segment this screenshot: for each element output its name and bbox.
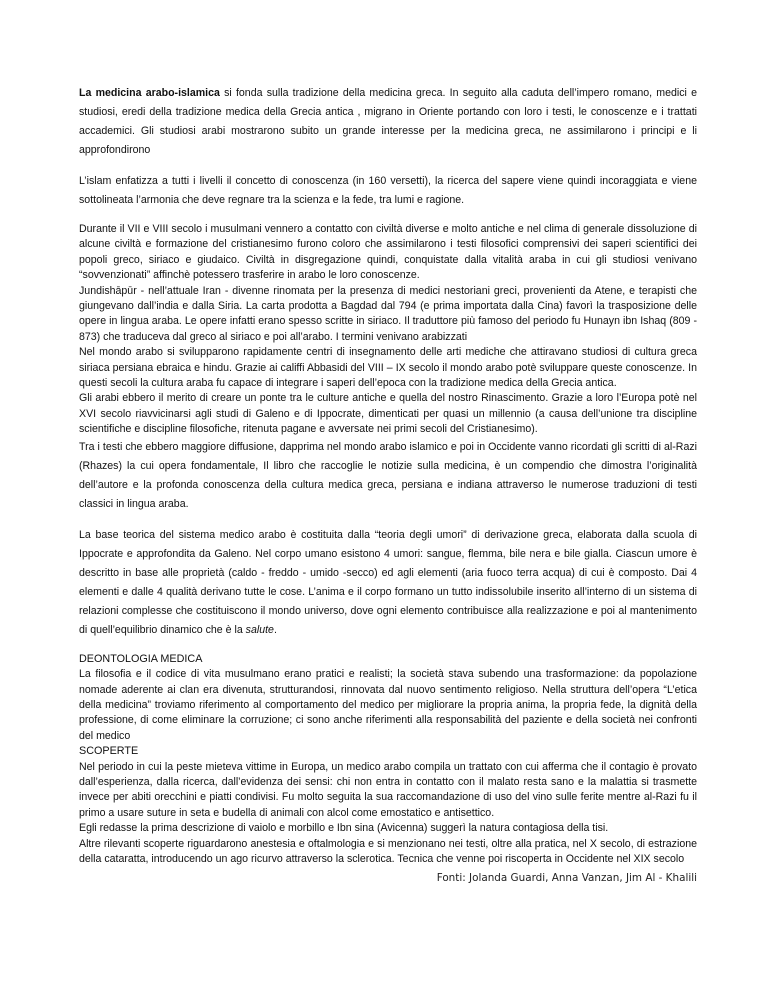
discoveries-paragraph-2: Egli redasse la prima descrizione di vaiolo e morbillo e Ibn sina (Avicenna) suggerì la natura contagiosa della tisi.	[79, 822, 609, 835]
history-paragraph-2: Jundishāpūr - nell’attuale Iran - divenne rinomata per la presenza di medici nestoriani greci, provenienti da Atene, e terapisti che giungevano dall’india e dalla Siria. La carta prodotta a Bagdad dal 794 (e prima importata dalla Cina) favorì la trasposizione delle opere in lingua araba. Le opere infatti erano spesso scritte in siriaco. Il traduttore più famoso del periodo fu Hunayn ibn Ishaq (809 - 873) che traduceva dal greco al siriaco e poi all’arabo. I termini venivano arabizzati	[79, 284, 697, 343]
intro-text: si fonda sulla tradizione della medicina greca. In seguito alla caduta dell’impero romano, medici e studiosi, eredi della tradizione medica della Grecia antica , migrano in Oriente portando con loro i testi, le conoscenze e i trattati accademici. Gli studiosi arabi mostrarono subito un grande interesse per la medicina greca, ne assimilarono i principi e li approfondirono	[79, 87, 698, 156]
humors-emphasis: salute	[245, 623, 274, 636]
discoveries-heading: SCOPERTE	[79, 745, 139, 758]
sources-credit: Fonti: Jolanda Guardi, Anna Vanzan, Jim Al - Khalili	[436, 872, 697, 884]
humors-text: La base teorica del sistema medico arabo è costituita dalla “teoria degli umori” di derivazione greca, elaborata dalla scuola di Ippocrate e approfondita da Galeno. Nel corpo umano esistono 4 umori: sangue, flemma, bile nera e bile gialla. Ciascun umore è descritto in base alle proprietà (caldo - freddo - umido -secco) ed agli elementi (aria fuoco terra acqua) di cui è composto. Dai 4 elementi e dalle 4 qualità derivano tutte le cose. L’anima e il corpo formano un tutto indissolubile inserito all’interno di un sistema di relazioni complesse che costituiscono il mondo universo, dove ogni elemento contribuisce alla realizzazione e poi al mantenimento di quell’equilibrio dinamico che è la	[79, 528, 697, 636]
humors-end: .	[273, 623, 277, 636]
deontology-heading: DEONTOLOGIA MEDICA	[79, 652, 203, 665]
document-body	[79, 84, 697, 867]
texts-paragraph: Tra i testi che ebbero maggiore diffusione, dapprima nel mondo arabo islamico e poi in Occidente vanno ricordati gli scritti di al-Razi (Rhazes) la cui opera fondamentale, Il libro che raccoglie le notizie sulla medicina, è un compendio che dimostra l’originalità dell’autore e la profonda conoscenza della cultura medica greca, persiana e indiana attraverso le numerose traduzioni di testi classici in lingua araba.	[79, 440, 697, 510]
discoveries-paragraph-3: Altre rilevanti scoperte riguardarono anestesia e oftalmologia e si menzionano nei testi, oltre alla pratica, nel X secolo, di estrazione della cataratta, introducendo un ago ricurvo attraverso la sclerotica. Tecnica che venne poi riscoperta in Occidente nel XIX secolo	[79, 837, 697, 865]
history-paragraph-1: Durante il VII e VIII secolo i musulmani vennero a contatto con civiltà diverse e molto antiche e nel clima di generale dissoluzione di alcune civiltà e formazione del cristianesimo furono coloro che assimilarono i testi filosofici comprensivi dei saperi scientifici dei popoli greco, siriaco e giudaico. Civiltà in disgregazione quindi, conquistate dalla vitalità araba in cui gli studiosi venivano “sovvenzionati” affinchè potessero trasferire in arabo le loro conoscenze.	[79, 223, 697, 282]
intro-paragraph	[79, 84, 697, 160]
history-paragraph-4: Gli arabi ebbero il merito di creare un ponte tra le culture antiche e quella del nostro Rinascimento. Grazie a loro l’Europa potè nel XVI secolo riavvicinarsi agli studi di Galeno e di Ippocrate, dimenticati per quasi un millennio (a causa dell’unione tra discipline scientifiche e discipline filosofiche, ritenuta pagane e avversate nei primi secoli del Cristianesimo).	[79, 392, 697, 436]
intro-lead-title: La medicina arabo-islamica	[79, 87, 220, 99]
deontology-paragraph: La filosofia e il codice di vita musulmano erano pratici e realisti; la società stava subendo una trasformazione: da popolazione nomade aderente ai clan era divenuta, strutturandosi, rinnovata dal nuovo sentimento religioso. Nella struttura dell’opera “L’etica della medicina” troviamo riferimento al comportamento del medico per migliorare la propria anima, la propria fede, la dignità della professione, di come eliminare la corruzione; ci sono anche riferimenti alla responsabilità del paziente e della società nei confronti del medico	[79, 668, 697, 742]
discoveries-paragraph-1: Nel periodo in cui la peste mieteva vittime in Europa, un medico arabo compila un trattato con cui afferma che il contagio è provato dall’esperienza, dalla ricerca, dall’evidenza dei sensi: chi non entra in contatto con il malato resta sano e la malattia si trasmette invece per abiti orecchini e piatti condivisi. Fu molto seguita la sua raccomandazione di uso del vino sulle ferite mentre al-Razi fu il primo a usare suture in seta e budella di animali con alcol come emostatico e antisettico.	[79, 760, 697, 819]
history-paragraph-3: Nel mondo arabo si svilupparono rapidamente centri di insegnamento delle arti mediche che attiravano studiosi di cultura greca siriaca persiana ebraica e hindu. Grazie ai califfi Abbasidi del VIII – IX secolo il mondo arabo potè sviluppare queste conoscenze. In questi secoli la cultura araba fu capace di integrare i saperi dell’epoca con la tradizione medica della Grecia antica.	[79, 346, 697, 390]
humors-paragraph	[79, 526, 697, 640]
islam-paragraph: L’islam enfatizza a tutti i livelli il concetto di conoscenza (in 160 versetti), la ricerca del sapere viene quindi incoraggiata e viene sottolineata l’armonia che deve regnare tra la scienza e la fede, tra lumi e ragione.	[79, 175, 697, 206]
